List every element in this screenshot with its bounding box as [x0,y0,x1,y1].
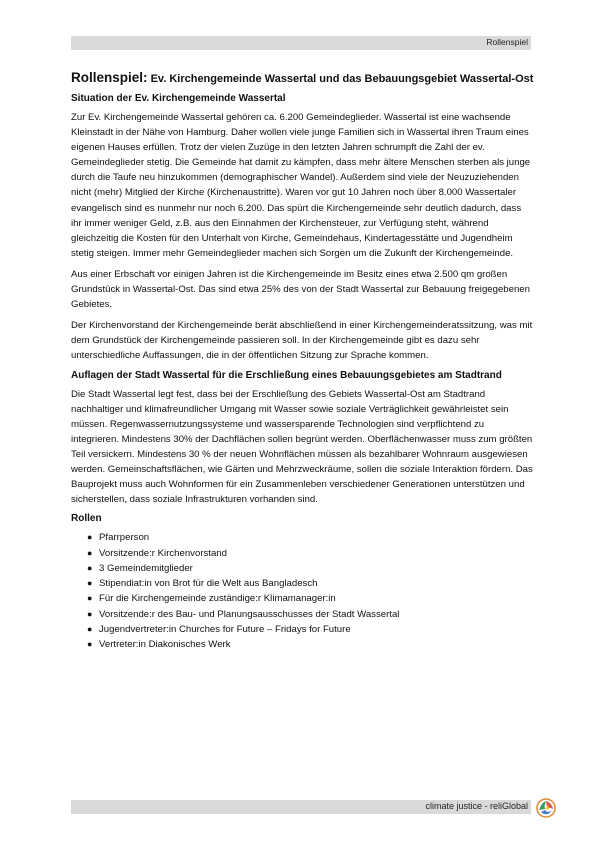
document-content [71,70,533,653]
bullet-icon: ● [87,578,93,589]
title-lead: Rollenspiel: [71,70,148,85]
header-bar [71,36,531,50]
roles-list [71,530,533,652]
bullet-icon: ● [87,593,93,604]
section-heading-auflagen: Auflagen der Stadt Wassertal für die Erschließung eines Bebauungsgebietes am Stadtrand [71,369,502,381]
bullet-icon: ● [87,547,93,558]
list-item: ● 3 Gemeindemitglieder [93,561,533,576]
bullet-icon: ● [87,624,93,635]
list-item: ● Vorsitzende:r Kirchenvorstand [93,546,533,561]
list-item: ● Pfarrperson [93,530,533,545]
list-item: ● Vertreter:in Diakonisches Werk [93,637,533,652]
religlobal-logo-icon [533,796,559,820]
bullet-icon: ● [87,639,93,650]
paragraph: Zur Ev. Kirchengemeinde Wassertal gehören ca. 6.200 Gemeindeglieder. Wassertal ist eine wachsende Kleinstadt in der Nähe von Hamburg. Daher wollen viele junge Familien sich in Wassertal ihren Traum eines eigenen Hauses erfüllen. Trotz der vielen Zuzüge in den letzten Jahren schrumpft die Zahl der ev. Gemeindeglieder stetig. Die Gemeinde hat damit zu kämpfen, dass mehr ältere Menschen sterben als junge durch die Taufe neu hinzukommen (demographischer Wandel). Außerdem sind viele der Neuzuziehenden nicht (mehr) Mitglied der Kirche (Kirchenaustritte). Waren vor gut 10 Jahren noch über 8.000 Wassertaler evangelisch sind es nunmehr nur noch 6.200. Das spürt die Kirchengemeinde sehr deutlich dadurch, dass ihr immer weniger Geld, z.B. aus den Einnahmen der Kirchensteuer, zur Verfügung steht, während gleichzeitig die Kosten für den Unterhalt von Kirche, Gemeindehaus, Kindertagesstätte und Jugendheim stetig steigen. Immer mehr Gemeindeglieder machen sich Sorgen um die Zukunft der Kirchengemeinde. [71,112,531,259]
footer-label: climate justice - reliGlobal [425,801,528,811]
header-label: Rollenspiel [486,37,528,47]
bullet-icon: ● [87,532,93,543]
paragraph: Der Kirchenvorstand der Kirchengemeinde berät abschließend in einer Kirchengemeinderatssitzung, was mit dem Grundstück der Kirchengemeinde passieren soll. In der Kirchengemeinde gibt es dazu sehr unterschiedliche Auffassungen, die in der öffentlichen Sitzung zur Sprache kommen. [71,320,533,362]
document-title [71,70,533,85]
section-heading-situation: Situation der Ev. Kirchengemeinde Wassertal [71,93,286,104]
bullet-icon: ● [87,608,93,619]
list-item: ● Vorsitzende:r des Bau- und Planungsausschusses der Stadt Wassertal [93,607,533,622]
bullet-icon: ● [87,562,93,573]
list-item: ● Für die Kirchengemeinde zuständige:r Klimamanager:in [93,591,533,606]
footer-bar [71,800,531,814]
paragraph: Die Stadt Wassertal legt fest, dass bei der Erschließung des Gebiets Wassertal-Ost am Stadtrand nachhaltiger und klimafreundlicher Umgang mit Wasser sowie soziale Verträglichkeit gewährleistet sein müssen. Regenwassernutzungssysteme und wassersparende Technologien sind verpflichtend zu integrieren. Mindestens 30% der Dachflächen sollen begrünt werden. Oberflächenwasser muss zum größten Teil versickern. Mindestens 30 % der neuen Wohnflächen müssen als bezahlbarer Wohnraum ausgewiesen werden. Gemeinschaftsflächen, wie Gärten und Mehrzweckräume, sollen die soziale Interaktion fördern. Das Bauprojekt muss auch Wohnformen für ein Zusammenleben verschiedener Generationen unterstützen und sicherstellen, dass soziale Infrastrukturen vorhanden sind. [71,388,533,506]
paragraph: Aus einer Erbschaft vor einigen Jahren ist die Kirchengemeinde im Besitz eines etwa 2.500 qm großen Grundstück in Wassertal-Ost. Das sind etwa 25% des von der Stadt Wassertal zur Bebauung freigegebenen Gebietes. [71,268,530,311]
list-item: ● Stipendiat:in von Brot für die Welt aus Bangladesch [93,576,533,591]
roles-heading: Rollen [71,513,102,525]
title-rest: Ev. Kirchengemeinde Wassertal und das Bebauungsgebiet Wassertal-Ost [147,73,534,85]
list-item: ● Jugendvertreter:in Churches for Future – Fridays for Future [93,622,533,637]
